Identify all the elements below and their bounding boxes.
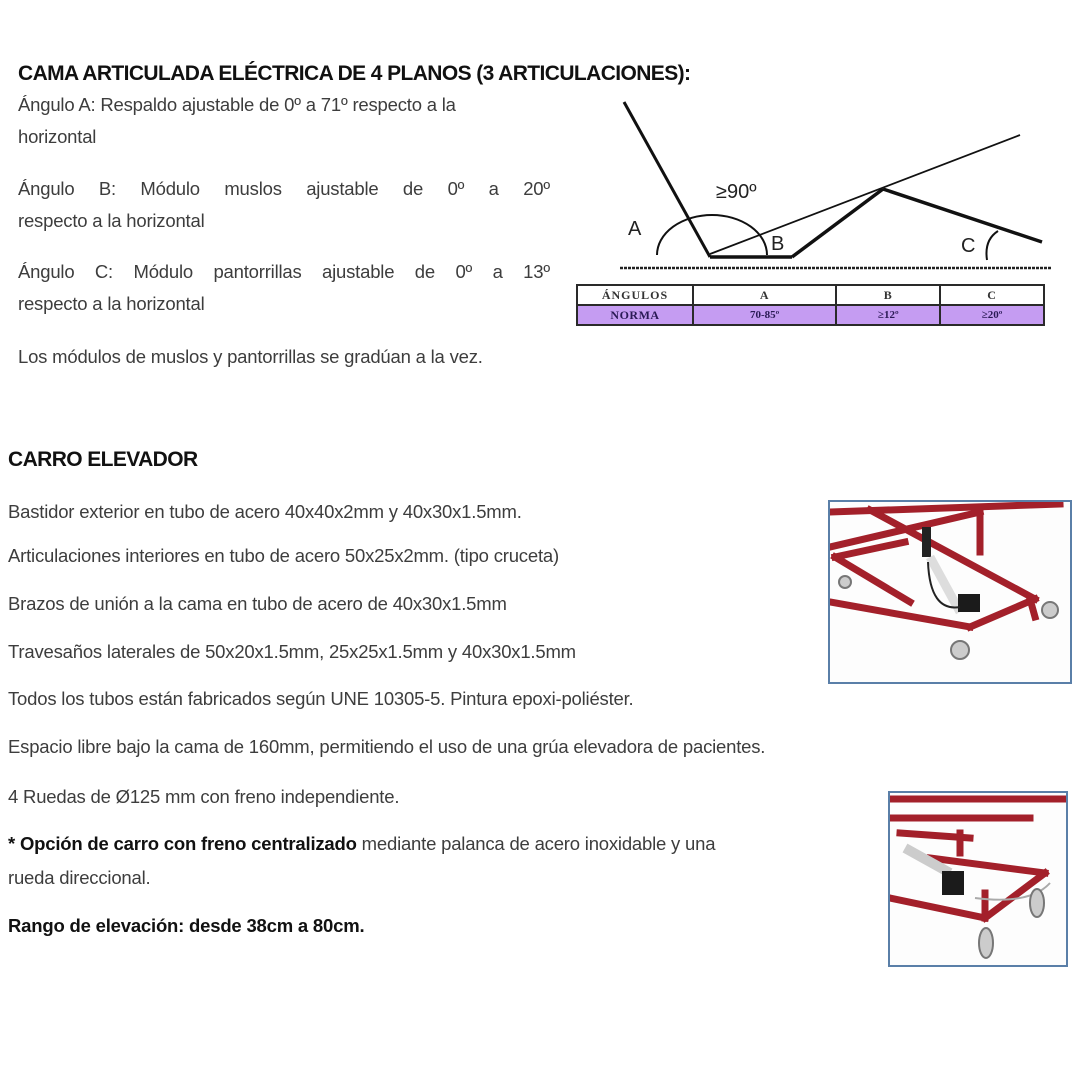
label-a: A xyxy=(628,218,642,240)
lifting-frame-photo xyxy=(828,500,1072,684)
option-line1 xyxy=(8,833,715,855)
angle-b-line2: respecto a la horizontal xyxy=(18,210,205,231)
table-cell: B xyxy=(836,285,940,305)
angle-c-line1 xyxy=(18,261,550,283)
table-row xyxy=(577,305,1044,325)
word: Módulo xyxy=(140,178,200,199)
word: 0º xyxy=(455,261,473,282)
word: 13º xyxy=(523,261,550,282)
modules-note: Los módulos de muslos y pantorrillas se gradúan a la vez. xyxy=(18,346,483,367)
table-cell: A xyxy=(693,285,836,305)
word: Ángulo xyxy=(18,261,75,282)
table-cell: 70-85º xyxy=(693,305,836,325)
word: 20º xyxy=(523,178,550,199)
label-b: B xyxy=(771,233,785,255)
option-bold: Opción de carro con freno centralizado xyxy=(19,833,357,854)
word: de xyxy=(402,178,424,199)
word: pantorrillas xyxy=(213,261,302,282)
word: B: xyxy=(98,178,116,199)
option-prefix: * xyxy=(8,833,20,854)
spec-line: Espacio libre bajo la cama de 160mm, permitiendo el uso de una grúa elevadora de pacientes. xyxy=(8,736,766,757)
table-cell: ≥20º xyxy=(940,305,1044,325)
word: de xyxy=(414,261,435,282)
table-cell: C xyxy=(940,285,1044,305)
angles-table xyxy=(576,284,1045,326)
word: 0º xyxy=(447,178,465,199)
label-90: ≥90º xyxy=(716,181,757,203)
word: a xyxy=(492,261,503,282)
word: a xyxy=(488,178,499,199)
spec-line: Todos los tubos están fabricados según UNE 10305-5. Pintura epoxi-poliéster. xyxy=(8,688,634,709)
bed-angles-diagram xyxy=(570,90,1060,280)
angle-a-arc xyxy=(657,215,767,255)
word: muslos xyxy=(224,178,282,199)
option-line2: rueda direccional. xyxy=(8,867,151,888)
table-cell: ≥12º xyxy=(836,305,940,325)
spec-line: 4 Ruedas de Ø125 mm con freno independiente. xyxy=(8,786,400,807)
option-rest: mediante palanca de acero inoxidable y una xyxy=(356,833,716,854)
word: C: xyxy=(94,261,113,282)
spec-line: Brazos de unión a la cama en tubo de acero de 40x30x1.5mm xyxy=(8,593,507,614)
word: Ángulo xyxy=(18,178,75,199)
label-c: C xyxy=(961,235,976,257)
table-cell: ÁNGULOS xyxy=(577,285,693,305)
angle-c-line2: respecto a la horizontal xyxy=(18,293,205,314)
spec-line: Bastidor exterior en tubo de acero 40x40x2mm y 40x30x1.5mm. xyxy=(8,501,522,522)
spec-line: Articulaciones interiores en tubo de acero 50x25x2mm. (tipo cruceta) xyxy=(8,545,559,566)
section-title-bed: CAMA ARTICULADA ELÉCTRICA DE 4 PLANOS (3 ARTICULACIONES): xyxy=(18,62,691,85)
angle-c-arc xyxy=(986,231,998,260)
table-cell: NORMA xyxy=(577,305,693,325)
word: ajustable xyxy=(322,261,395,282)
spec-line: Travesaños laterales de 50x20x1.5mm, 25x25x1.5mm y 40x30x1.5mm xyxy=(8,641,576,662)
thigh-line xyxy=(792,189,883,257)
section-title-lift-frame: CARRO ELEVADOR xyxy=(8,448,198,471)
word: ajustable xyxy=(306,178,379,199)
table-row xyxy=(577,285,1044,305)
elevation-range: Rango de elevación: desde 38cm a 80cm. xyxy=(8,915,365,936)
angle-a-line1: Ángulo A: Respaldo ajustable de 0º a 71º respecto a la xyxy=(18,94,456,115)
word: Módulo xyxy=(133,261,193,282)
centralized-brake-frame-photo xyxy=(888,791,1068,967)
angle-b-line1 xyxy=(18,178,550,200)
angle-a-line2: horizontal xyxy=(18,126,97,147)
